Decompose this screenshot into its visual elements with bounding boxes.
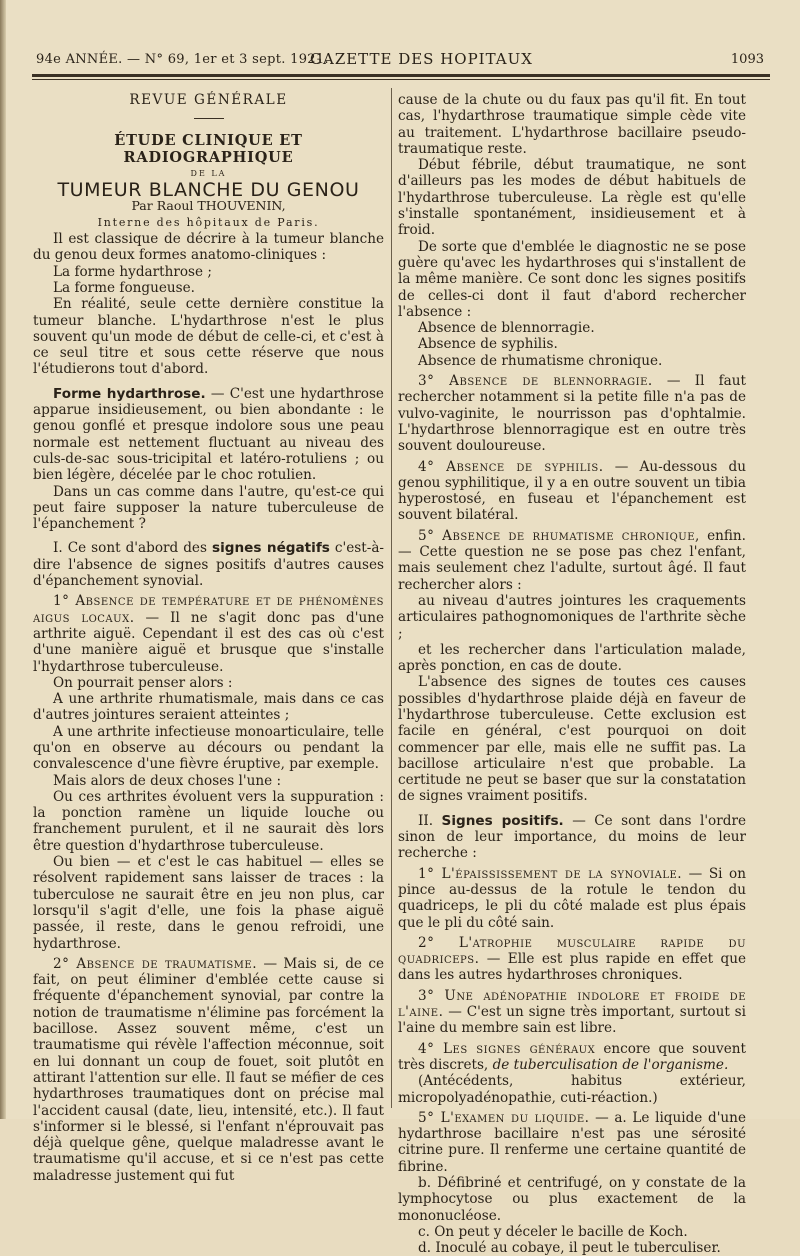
signes-negatifs-heading: signes négatifs bbox=[211, 540, 330, 557]
article-title-line2: DE LA bbox=[190, 168, 227, 178]
header-rule-thin bbox=[32, 79, 770, 80]
paragraph: 2° L'atrophie musculaire rapide du quadriceps. — Elle est plus rapide en effet que dans les autres hydarthroses chroniques. bbox=[398, 934, 746, 984]
paragraph: A une arthrite rhumatismale, mais dans ce cas d'autres jointures seraient atteintes ; bbox=[33, 691, 384, 724]
paragraph: Forme hydarthrose. — C'est une hydarthrose apparue insidieusement, ou bien abondante : le genou gonflé et presque indolore sous une peau normale est nettement fluctuant au niveau des culs-de-sac sous-tricipital et latéro-rotuliens ; ou bien légère, décelée par le choc rotulien. bbox=[33, 385, 384, 484]
point-heading: 4° Absence de syphilis. bbox=[418, 458, 604, 475]
list-item: Absence de syphilis. bbox=[418, 336, 558, 353]
paragraph: 3° Une adénopathie indolore et froide de l'aine. — C'est un signe très important, surtout si l'aine du membre sain est libre. bbox=[398, 987, 746, 1037]
point-heading: 5° L'examen du liquide. bbox=[418, 1109, 590, 1126]
paragraph: On pourrait penser alors : bbox=[53, 674, 233, 691]
paragraph: 4° Les signes généraux encore que souvent très discrets, de tuberculisation de l'organisme. bbox=[398, 1040, 746, 1073]
paragraph: et les rechercher dans l'articulation malade, après ponction, en cas de doute. bbox=[398, 641, 746, 675]
author-role: Interne des hôpitaux de Paris. bbox=[97, 215, 320, 229]
paragraph: Début fébrile, début traumatique, ne sont d'ailleurs pas les modes de début habituels de l'hydarthrose tuberculeuse. La règle est qu'elle s'installe spontanément, insidieusement et à froid. bbox=[398, 157, 746, 239]
right-column bbox=[398, 92, 746, 1256]
point-heading: 2° L'atrophie musculaire rapide du quadriceps. bbox=[398, 934, 746, 968]
article-title-main: TUMEUR BLANCHE DU GENOU bbox=[57, 179, 360, 202]
binding-edge bbox=[0, 0, 6, 1119]
column-separator bbox=[391, 88, 392, 1108]
paragraph: Dans un cas comme dans l'autre, qu'est-ce qui peut faire supposer la nature tuberculeuse de l'épanchement ? bbox=[33, 483, 384, 533]
paragraph: Il est classique de décrire à la tumeur blanche du genou deux formes anatomo-cliniques : bbox=[33, 231, 384, 264]
paragraph: De sorte que d'emblée le diagnostic ne se pose guère qu'avec les hydarthroses qui s'installent de la même manière. Ce sont donc les signes positifs de celles-ci dont il faut d'abord rechercher l'absence : bbox=[398, 238, 746, 320]
list-item: Absence de blennorragie. bbox=[418, 320, 595, 337]
paragraph: b. Défibriné et centrifugé, on y constate de la lymphocytose ou plus exactement de la mononucléose. bbox=[398, 1175, 746, 1224]
section-rule bbox=[194, 118, 224, 119]
paragraph: au niveau d'autres jointures les craquements articulaires pathognomoniques de l'arthrite sèche ; bbox=[398, 592, 746, 642]
issue-info: 94e ANNÉE. — N° 69, 1er et 3 sept. 1921. bbox=[36, 52, 329, 67]
article-title-line1: ÉTUDE CLINIQUE ET RADIOGRAPHIQUE bbox=[114, 132, 303, 166]
paragraph: A une arthrite infectieuse monoarticulaire, telle qu'on en observe au décours ou pendant la convalescence d'une fièvre éruptive, par exemple. bbox=[33, 723, 384, 773]
point-heading: 3° Une adénopathie indolore et froide de l'aine. bbox=[398, 987, 746, 1021]
paragraph: II. Signes positifs. — Ce sont dans l'ordre sinon de leur importance, du moins de leur recherche : bbox=[398, 812, 746, 862]
paragraph: (Antécédents, habitus extérieur, micropolyadénopathie, cuti-réaction.) bbox=[398, 1073, 746, 1106]
point-heading: 5° Absence de rhumatisme chronique, bbox=[418, 527, 700, 544]
journal-title: GAZETTE DES HOPITAUX bbox=[310, 50, 533, 68]
left-column bbox=[33, 92, 384, 1184]
point-heading: 2° Absence de traumatisme. bbox=[53, 955, 258, 972]
list-item: La forme hydarthrose ; bbox=[53, 263, 212, 280]
header-rule-thick bbox=[32, 74, 770, 77]
paragraph: c. On peut y déceler le bacille de Koch. bbox=[418, 1223, 688, 1240]
paragraph: Mais alors de deux choses l'une : bbox=[53, 772, 282, 789]
paragraph: 4° Absence de syphilis. — Au-dessous du genou syphilitique, il y a en outre souvent un tibia hyperostosé, en fuseau et l'épanchement est souvent bilatéral. bbox=[398, 458, 746, 524]
author-name: Par Raoul THOUVENIN, bbox=[131, 198, 286, 214]
paragraph: 3° Absence de blennorragie. — Il faut rechercher notamment si la petite fille n'a pas de vulvo-vaginite, le nourrisson pas d'ophtalmie. L'hydarthrose blennorragique est en outre très souvent douloureuse. bbox=[398, 373, 746, 455]
paragraph: 1° Absence de température et de phénomènes aigus locaux. — Il ne s'agit donc pas d'une arthrite aiguë. Cependant il est des cas où c'est d'une manière aiguë et brusque que s'installe l'hydarthrose tuberculeuse. bbox=[33, 593, 384, 675]
paragraph: En réalité, seule cette dernière constitue la tumeur blanche. L'hydarthrose n'est le plus souvent qu'un mode de début de celle-ci, et c'est à ce seul titre et sous cette réserve que nous l'étudierons tout d'abord. bbox=[33, 296, 384, 378]
paragraph: I. Ce sont d'abord des signes négatifs c'est-à-dire l'absence de signes positifs d'autres causes d'épanchement synovial. bbox=[33, 540, 385, 590]
page-number: 1093 bbox=[730, 52, 764, 67]
signes-positifs-heading: Signes positifs. bbox=[441, 812, 564, 829]
running-header bbox=[36, 50, 764, 70]
paragraph: 1° L'épaississement de la synoviale. — Si on pince au-dessus de la rotule le tendon du quadriceps, le pli du côté malade est plus épais que le pli du côté sain. bbox=[398, 865, 746, 931]
point-heading: 3° Absence de blennorragie. bbox=[418, 373, 653, 390]
point-heading: 1° L'épaississement de la synoviale. bbox=[418, 865, 683, 882]
paragraph: Ou ces arthrites évoluent vers la suppuration : la ponction ramène un liquide louche ou franchement purulent, et il ne saurait dès lors être question d'hydarthrose tuberculeuse. bbox=[33, 788, 384, 854]
subsection-heading: Forme hydarthrose. bbox=[53, 385, 206, 402]
paragraph: 2° Absence de traumatisme. — Mais si, de ce fait, on peut éliminer d'emblée cette cause si fréquente d'épanchement synovial, par contre la notion de traumatisme n'élimine pas forcément la bacillose. Assez souvent même, c'est un traumatisme qui révèle l'affection méconnue, soit en lui donnant un coup de fouet, soit plutôt en attirant l'attention sur elle. Il faut se méfier de ces hydarthroses traumatiques dont on précise mal l'accident causal (date, lieu, intensité, etc.). Il faut s'informer si le blessé, si l'enfant n'éprouvait pas déjà quelque gêne, quelque maladresse avant le traumatisme qu'il accuse, et si ce n'est pas cette maladresse justement qui fut bbox=[33, 955, 384, 1184]
paragraph: Ou bien — et c'est le cas habituel — elles se résolvent rapidement sans laisser de traces : la tuberculose ne saurait être en jeu non plus, car lorsqu'il s'agit d'elle, une fois la phase aiguë passée, il reste, dans le genou refroidi, une hydarthrose. bbox=[33, 854, 384, 952]
point-heading: 4° Les signes généraux bbox=[418, 1040, 596, 1057]
paragraph: 5° L'examen du liquide. — a. Le liquide d'une hydarthrose bacillaire n'est pas une sérosité citrine pure. Il renferme une certaine quantité de fibrine. bbox=[398, 1109, 746, 1175]
list-item: Absence de rhumatisme chronique. bbox=[418, 352, 663, 369]
paragraph: L'absence des signes de toutes ces causes possibles d'hydarthrose plaide déjà en faveur de l'hydarthrose tuberculeuse. Cette exclusion est facile en général, c'est pourquoi on doit commencer par elle, mais elle ne suffit pas. La bacillose articulaire n'est que probable. La certitude ne peut se baser que sur la constatation de signes vraiment positifs. bbox=[398, 674, 746, 805]
paragraph: 5° Absence de rhumatisme chronique, enfin. — Cette question ne se pose pas chez l'enfant, mais seulement chez l'adulte, surtout âgé. Il faut rechercher alors : bbox=[398, 527, 747, 593]
paragraph: d. Inoculé au cobaye, il peut le tuberculiser. bbox=[418, 1240, 721, 1256]
section-title: REVUE GÉNÉRALE bbox=[129, 92, 288, 108]
paragraph: cause de la chute ou du faux pas qu'il fit. En tout cas, l'hydarthrose traumatique simple cède vite au traitement. L'hydarthrose bacillaire pseudo-traumatique reste. bbox=[398, 92, 746, 157]
point-heading: 1° Absence de température et de phénomènes aigus locaux. bbox=[33, 593, 384, 626]
list-item: La forme fongueuse. bbox=[53, 279, 195, 296]
